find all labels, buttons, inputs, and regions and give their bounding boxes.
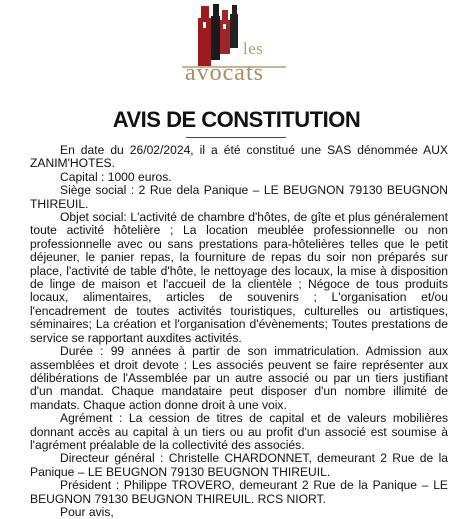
les-avocats-logo: [182, 2, 292, 90]
notice-title: AVIS DE CONSTITUTION: [112, 107, 361, 132]
paragraph-siege: Siège social : 2 Rue dela Panique – LE BEUGNON 79130 BEUGNON THIREUIL.: [30, 183, 448, 211]
paragraph-president: Président : Philippe TROVERO, demeurant 2 Rue de la Panique – LE BEUGNON 79130 BEUGNON THIREUIL. RCS NIORT.: [30, 478, 448, 506]
paragraph-capital: Capital : 1000 euros.: [60, 169, 172, 184]
logo-text-avocats: avocats: [185, 60, 264, 86]
paragraph-date: En date du 26/02/2024, il a été constitué une SAS dénommée AUX ZANIM'HOTES.: [30, 143, 448, 171]
title-divider: [186, 137, 286, 138]
paragraph-agrement: Agrément : La cession de titres de capital et de valeurs mobilières donnant accès au capital à un tiers ou au profit d'un associé est soumise à l'agrément préalable de la collectivité des associés.: [30, 411, 448, 452]
logo-text-les: les: [243, 39, 264, 58]
paragraph-pour-avis: Pour avis,: [60, 504, 114, 519]
paragraph-objet: Objet social: L'activité de chambre d'hôtes, de gîte et plus généralement toute activité hôtelière ; La location meublée professionnelle ou non professionnelle avec ou sans prestations para-hôtelières telles que le petit déjeuner, le panier repas, la fourniture de repas du soir non préparés sur place, l'activité de table d'hôte, le nettoyage des locaux, la mise à disposition de linge de maison et l'accueil de la clientèle ; Négoce de tous produits locaux, alimentaires, articles de souvenirs ; L'organisation et/ou l'encadrement de toutes activités touristiques, culturelles ou artistiques, séminaires; La création et l'organisation d'évènements; Toutes prestations de service se rapportant auxdites activités.: [30, 210, 448, 345]
paragraph-directeur: Directeur général : Christelle CHARDONNET, demeurant 2 Rue de la Panique – LE BEUGNON 79130 BEUGNON THIREUIL.: [30, 451, 448, 479]
paragraph-duree: Durée : 99 années à partir de son immatriculation. Admission aux assemblées et droit devote : Les associés peuvent se faire représenter aux délibérations de l'Assemblée par un autre associé ou par un tiers justifiant d'un mandat. Chaque mandataire peut disposer d'un nombre illimité de mandats. Chaque action donne droit à une voix.: [30, 344, 448, 412]
notice-body: [30, 144, 448, 519]
